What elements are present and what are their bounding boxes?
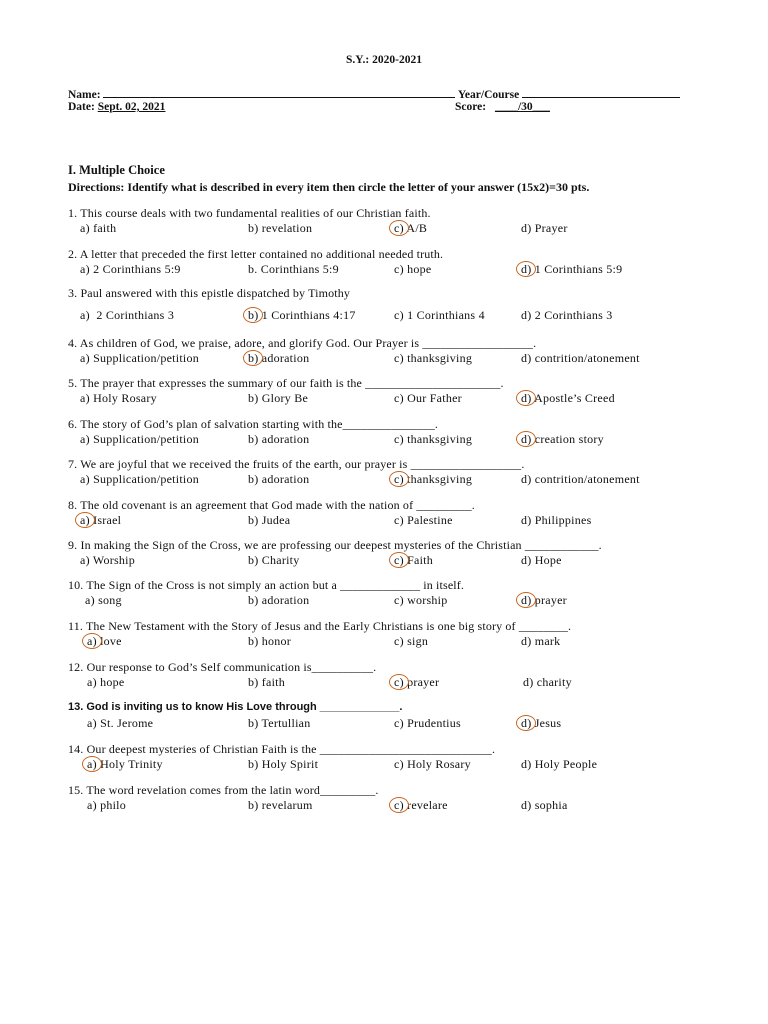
- circled-option-letter: d): [521, 593, 532, 607]
- name-row: [68, 86, 680, 101]
- option-text: hope: [96, 675, 125, 689]
- option-text: Holy People: [531, 757, 598, 771]
- question-item: [68, 619, 728, 653]
- option-text: faith: [89, 221, 117, 235]
- option-text: sophia: [531, 798, 568, 812]
- question-item: [68, 417, 728, 451]
- date-row: [68, 101, 165, 113]
- question-item: [68, 538, 728, 572]
- option-letter: a): [87, 675, 97, 689]
- circled-option-letter: b): [248, 351, 259, 365]
- answer-option[interactable]: [248, 391, 308, 406]
- option-letter: b): [248, 221, 259, 235]
- question-item: [68, 457, 728, 491]
- circled-option-letter: d): [521, 432, 532, 446]
- answer-option[interactable]: [87, 757, 163, 772]
- option-letter: c): [394, 262, 404, 276]
- option-letter: a): [80, 262, 90, 276]
- option-letter: a): [80, 432, 90, 446]
- question-stem: 14. Our deepest mysteries of Christian Faith is the ____________________________.: [68, 742, 496, 756]
- answer-option[interactable]: [248, 716, 311, 731]
- option-text: 2 Corinthians 3: [89, 308, 175, 322]
- circled-option-letter: c): [394, 675, 404, 689]
- option-text: hope: [403, 262, 432, 276]
- school-year: S.Y.: 2020-2021: [346, 54, 422, 66]
- answer-option[interactable]: [394, 675, 439, 690]
- option-letter: c): [394, 308, 404, 322]
- option-letter: a): [85, 593, 95, 607]
- option-text: Palestine: [403, 513, 453, 527]
- answer-option[interactable]: [248, 221, 312, 236]
- answer-option[interactable]: [248, 432, 309, 447]
- name-field[interactable]: [103, 86, 455, 98]
- answer-option[interactable]: [80, 391, 157, 406]
- answer-option[interactable]: [521, 716, 561, 731]
- option-text: Philippines: [531, 513, 592, 527]
- question-item: [68, 742, 728, 776]
- answer-option[interactable]: [87, 798, 126, 813]
- answer-option[interactable]: [394, 757, 471, 772]
- answer-option[interactable]: [394, 262, 431, 277]
- option-text: Supplication/petition: [89, 432, 199, 446]
- option-letter: a): [80, 391, 90, 405]
- option-text: revelare: [403, 798, 448, 812]
- option-text: charity: [533, 675, 572, 689]
- answer-option[interactable]: [521, 513, 592, 528]
- answer-option[interactable]: [248, 308, 356, 323]
- option-text: Apostle’s Creed: [531, 391, 615, 405]
- option-text: adoration: [258, 472, 310, 486]
- option-text: 1 Corinthians 5:9: [531, 262, 623, 276]
- question-item: [68, 206, 728, 240]
- option-text: adoration: [258, 351, 310, 365]
- question-stem: 9. In making the Sign of the Cross, we are professing our deepest mysteries of the Christian ____________.: [68, 538, 602, 552]
- option-text: Holy Spirit: [258, 757, 319, 771]
- year-course-field[interactable]: [522, 86, 680, 98]
- date-value: Sept. 02, 2021: [97, 101, 166, 113]
- answer-option[interactable]: [394, 593, 448, 608]
- option-letter: d): [521, 513, 532, 527]
- circled-option-letter: b): [248, 308, 259, 322]
- circled-option-letter: d): [521, 262, 532, 276]
- circled-option-letter: c): [394, 553, 404, 567]
- answer-option[interactable]: [521, 351, 640, 366]
- answer-option[interactable]: [521, 262, 622, 277]
- answer-option[interactable]: [521, 798, 568, 813]
- question-item: [68, 578, 728, 612]
- question-stem: 1. This course deals with two fundamental realities of our Christian faith.: [68, 206, 431, 220]
- option-text: Glory Be: [258, 391, 309, 405]
- answer-option[interactable]: [80, 553, 135, 568]
- option-text: faith: [258, 675, 285, 689]
- option-text: mark: [531, 634, 561, 648]
- option-text: 1 Corinthians 4:17: [258, 308, 356, 322]
- option-letter: b): [248, 553, 259, 567]
- circled-option-letter: a): [87, 634, 97, 648]
- answer-option[interactable]: [521, 391, 615, 406]
- answer-option[interactable]: [394, 432, 472, 447]
- option-text: adoration: [258, 593, 310, 607]
- option-letter: a): [87, 716, 97, 730]
- answer-option[interactable]: [87, 716, 153, 731]
- option-text: Tertullian: [258, 716, 311, 730]
- question-stem: 8. The old covenant is an agreement that God made with the nation of _________.: [68, 498, 475, 512]
- option-text: Jesus: [531, 716, 562, 730]
- option-text: song: [94, 593, 122, 607]
- answer-option[interactable]: [87, 675, 124, 690]
- option-text: Holy Rosary: [89, 391, 157, 405]
- answer-option[interactable]: [248, 634, 291, 649]
- answer-option[interactable]: [521, 472, 640, 487]
- answer-option[interactable]: [85, 593, 122, 608]
- question-stem: 10. The Sign of the Cross is not simply an action but a _____________ in itself.: [68, 578, 465, 592]
- option-letter: a): [80, 221, 90, 235]
- option-text: philo: [96, 798, 126, 812]
- option-text: love: [96, 634, 122, 648]
- score-label: Score:: [455, 101, 487, 113]
- option-letter: c): [394, 513, 404, 527]
- question-item: [68, 336, 728, 370]
- circled-option-letter: c): [394, 221, 404, 235]
- score-row: [455, 101, 550, 113]
- answer-option[interactable]: [248, 757, 318, 772]
- question-stem: 2. A letter that preceded the first letter contained no additional needed truth.: [68, 247, 444, 261]
- option-letter: d): [521, 308, 532, 322]
- option-text: Our Father: [403, 391, 462, 405]
- option-letter: d): [521, 221, 532, 235]
- option-text: Worship: [89, 553, 135, 567]
- answer-option[interactable]: [394, 308, 485, 323]
- answer-option[interactable]: [394, 716, 461, 731]
- option-letter: c): [394, 716, 404, 730]
- option-text: 1 Corinthians 4: [403, 308, 485, 322]
- question-item: [68, 660, 728, 694]
- circled-option-letter: a): [80, 513, 90, 527]
- answer-option[interactable]: [248, 593, 309, 608]
- option-letter: c): [394, 432, 404, 446]
- answer-option[interactable]: [394, 553, 433, 568]
- option-text: prayer: [403, 675, 440, 689]
- answer-option[interactable]: [394, 391, 462, 406]
- question-stem: 11. The New Testament with the Story of Jesus and the Early Christians is one big story of ________.: [68, 619, 572, 633]
- option-letter: d): [521, 757, 532, 771]
- option-letter: c): [394, 351, 404, 365]
- answer-option[interactable]: [521, 308, 613, 323]
- answer-option[interactable]: [80, 351, 199, 366]
- answer-option[interactable]: [521, 553, 562, 568]
- option-letter: b): [248, 716, 259, 730]
- option-text: worship: [403, 593, 448, 607]
- circled-option-letter: d): [521, 391, 532, 405]
- option-text: Charity: [258, 553, 300, 567]
- answer-option[interactable]: [248, 262, 339, 277]
- option-text: St. Jerome: [96, 716, 154, 730]
- option-letter: a): [80, 553, 90, 567]
- section-title: I. Multiple Choice: [68, 163, 165, 177]
- option-letter: d): [521, 798, 532, 812]
- option-letter: b): [248, 472, 259, 486]
- option-text: Supplication/petition: [89, 472, 199, 486]
- question-stem: 15. The word revelation comes from the latin word_________.: [68, 783, 379, 797]
- option-text: creation story: [531, 432, 604, 446]
- question-item: [68, 286, 728, 320]
- option-letter: b.: [248, 262, 258, 276]
- option-letter: b): [248, 634, 259, 648]
- option-text: Prayer: [531, 221, 568, 235]
- answer-option[interactable]: [248, 472, 309, 487]
- option-text: Israel: [89, 513, 122, 527]
- option-text: revelarum: [258, 798, 313, 812]
- answer-option[interactable]: [394, 472, 472, 487]
- option-text: prayer: [531, 593, 567, 607]
- option-letter: b): [248, 513, 259, 527]
- option-letter: a): [80, 472, 90, 486]
- option-text: A/B: [403, 221, 428, 235]
- option-text: Prudentius: [403, 716, 461, 730]
- option-text: 2 Corinthians 5:9: [89, 262, 181, 276]
- answer-option[interactable]: [80, 432, 199, 447]
- question-stem: 12. Our response to God’s Self communication is__________.: [68, 660, 377, 674]
- question-stem: 5. The prayer that expresses the summary of our faith is the ______________________.: [68, 376, 504, 390]
- answer-option[interactable]: [523, 675, 572, 690]
- option-letter: d): [521, 472, 532, 486]
- option-text: contrition/atonement: [531, 472, 640, 486]
- option-text: honor: [258, 634, 291, 648]
- option-letter: d): [521, 351, 532, 365]
- circled-option-letter: c): [394, 798, 404, 812]
- question-stem: 4. As children of God, we praise, adore, and glorify God. Our Prayer is __________________.: [68, 336, 537, 350]
- option-letter: b): [248, 593, 259, 607]
- option-text: Supplication/petition: [89, 351, 199, 365]
- option-letter: d): [521, 553, 532, 567]
- question-stem: 3. Paul answered with this epistle dispatched by Timothy: [68, 286, 351, 300]
- option-text: thanksgiving: [403, 432, 473, 446]
- question-stem: 6. The story of God’s plan of salvation starting with the_______________.: [68, 417, 439, 431]
- year-course-label: Year/Course: [457, 89, 520, 101]
- option-letter: b): [248, 757, 259, 771]
- option-letter: c): [394, 391, 404, 405]
- option-letter: c): [394, 634, 404, 648]
- answer-option[interactable]: [80, 221, 116, 236]
- option-text: Corinthians 5:9: [257, 262, 339, 276]
- answer-option[interactable]: [248, 513, 290, 528]
- question-item: [68, 376, 728, 410]
- option-letter: c): [394, 757, 404, 771]
- option-letter: d): [523, 675, 534, 689]
- circled-option-letter: a): [87, 757, 97, 771]
- option-letter: a): [80, 308, 90, 322]
- option-letter: c): [394, 593, 404, 607]
- answer-option[interactable]: [394, 351, 472, 366]
- answer-option[interactable]: [394, 634, 428, 649]
- option-text: Judea: [258, 513, 291, 527]
- answer-option[interactable]: [521, 634, 560, 649]
- option-text: Holy Rosary: [403, 757, 471, 771]
- answer-option[interactable]: [80, 308, 174, 323]
- option-text: adoration: [258, 432, 310, 446]
- option-letter: a): [80, 351, 90, 365]
- directions: Directions: Identify what is described in every item then circle the letter of your answer (15x2)=30 pts.: [68, 180, 590, 194]
- option-text: contrition/atonement: [531, 351, 640, 365]
- option-text: sign: [403, 634, 429, 648]
- option-text: Hope: [531, 553, 562, 567]
- answer-option[interactable]: [80, 513, 121, 528]
- answer-option[interactable]: [87, 634, 122, 649]
- answer-option[interactable]: [394, 221, 427, 236]
- option-text: thanksgiving: [403, 472, 473, 486]
- answer-option[interactable]: [80, 262, 181, 277]
- option-letter: b): [248, 798, 259, 812]
- option-letter: b): [248, 675, 259, 689]
- option-text: thanksgiving: [403, 351, 473, 365]
- question-item: [68, 701, 728, 735]
- score-value: ____/30___: [494, 101, 550, 113]
- option-text: 2 Corinthians 3: [531, 308, 613, 322]
- question-item: [68, 247, 728, 281]
- option-text: Holy Trinity: [96, 757, 163, 771]
- date-label: Date:: [68, 101, 95, 113]
- option-text: Faith: [403, 553, 433, 567]
- answer-option[interactable]: [248, 351, 309, 366]
- answer-option[interactable]: [394, 513, 453, 528]
- option-text: revelation: [258, 221, 313, 235]
- answer-option[interactable]: [521, 221, 568, 236]
- option-letter: a): [87, 798, 97, 812]
- question-stem: 13. God is inviting us to know His Love through _____________.: [68, 701, 403, 713]
- answer-option[interactable]: [521, 757, 597, 772]
- question-item: [68, 498, 728, 532]
- answer-option[interactable]: [521, 432, 604, 447]
- answer-option[interactable]: [394, 798, 448, 813]
- answer-option[interactable]: [248, 798, 313, 813]
- answer-option[interactable]: [248, 553, 300, 568]
- circled-option-letter: d): [521, 716, 532, 730]
- option-letter: b): [248, 391, 259, 405]
- question-item: [68, 783, 728, 817]
- answer-option[interactable]: [521, 593, 567, 608]
- answer-option[interactable]: [80, 472, 199, 487]
- circled-option-letter: c): [394, 472, 404, 486]
- name-label: Name:: [68, 89, 101, 101]
- answer-option[interactable]: [248, 675, 285, 690]
- question-stem: 7. We are joyful that we received the fruits of the earth, our prayer is __________________.: [68, 457, 525, 471]
- option-letter: d): [521, 634, 532, 648]
- option-letter: b): [248, 432, 259, 446]
